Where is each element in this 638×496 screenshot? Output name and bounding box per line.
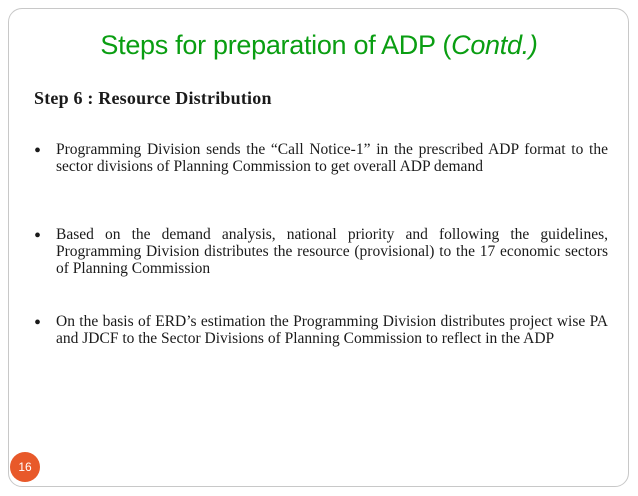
bullet-icon: •	[34, 225, 42, 247]
slide-title-main: Steps for preparation of ADP (	[100, 30, 452, 60]
step-heading: Step 6 : Resource Distribution	[34, 88, 272, 108]
bullet-icon: •	[34, 140, 42, 162]
bullet-icon: •	[34, 312, 42, 334]
bullet-item	[34, 141, 608, 175]
bullet-item	[34, 226, 608, 277]
slide-title-italic: Contd.)	[451, 30, 538, 60]
slide-title	[0, 30, 638, 61]
bullet-item	[34, 313, 608, 347]
bullet-text: Based on the demand analysis, national priority and following the guidelines, Programming Division distributes the resource (provisional) to the 17 economic sectors of Planning Commission	[56, 226, 608, 277]
bullet-text: Programming Division sends the “Call Notice-1” in the prescribed ADP format to the sector divisions of Planning Commission to get overall ADP demand	[56, 141, 608, 175]
bullet-text: On the basis of ERD’s estimation the Programming Division distributes project wise PA and JDCF to the Sector Divisions of Planning Commission to reflect in the ADP	[56, 313, 608, 347]
page-number-badge: 16	[10, 452, 40, 482]
